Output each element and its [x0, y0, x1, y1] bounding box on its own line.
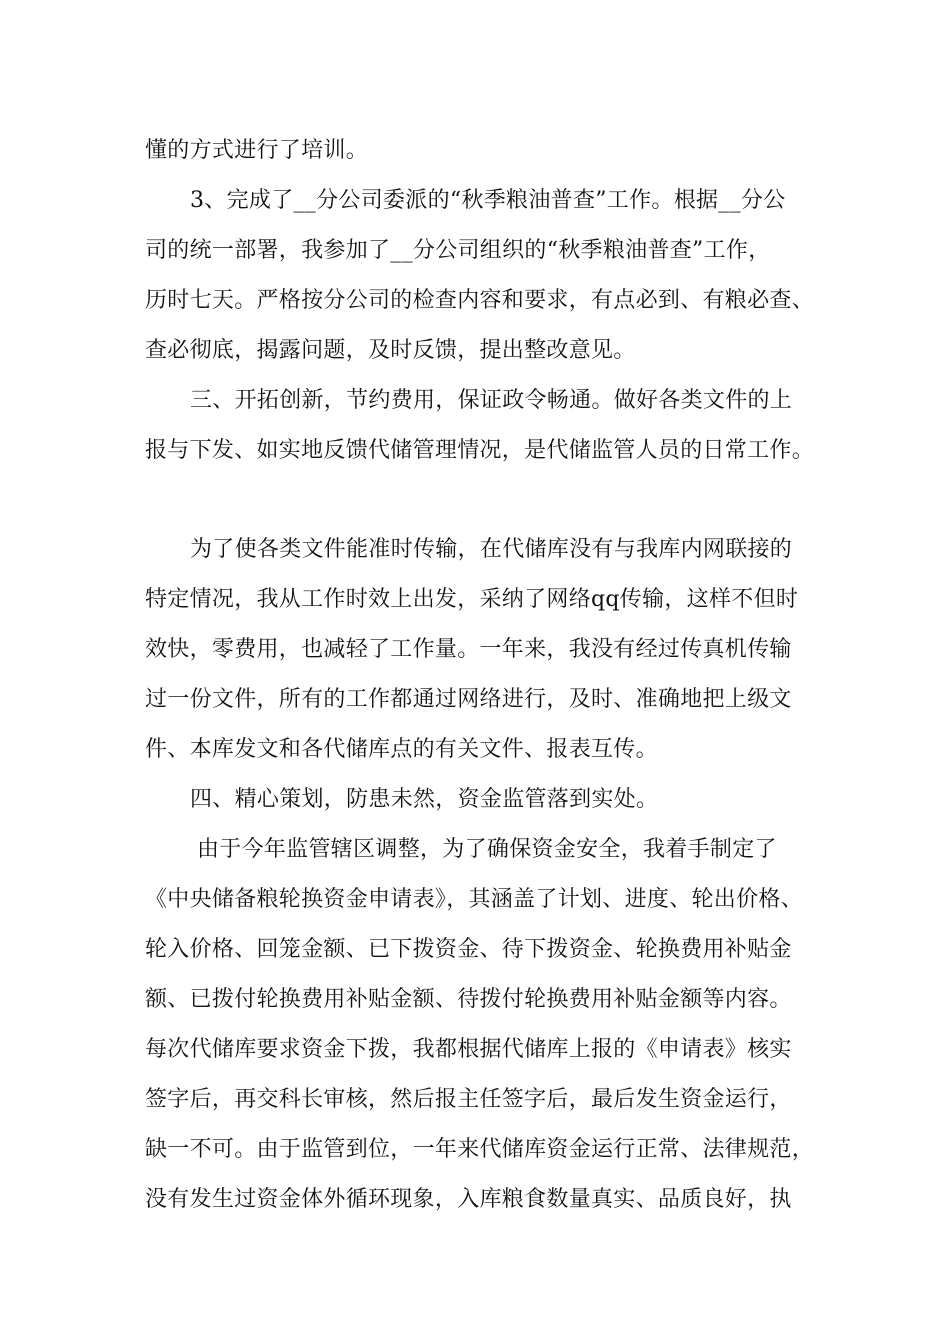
- paragraph-line: 件、本库发文和各代储库点的有关文件、报表互传。: [145, 737, 658, 762]
- paragraph-line: 没有发生过资金体外循环现象，入库粮食数量真实、品质良好，执: [145, 1187, 792, 1212]
- paragraph-line: 为了使各类文件能准时传输，在代储库没有与我库内网联接的: [190, 537, 793, 562]
- paragraph-line: 报与下发、如实地反馈代储管理情况，是代储监管人员的日常工作。: [145, 438, 815, 463]
- paragraph-line: 每次代储库要求资金下拨，我都根据代储库上报的《申请表》核实: [145, 1037, 792, 1062]
- paragraph-line: 四、精心策划，防患未然，资金监管落到实处。: [190, 787, 659, 812]
- paragraph-line: 历时七天。严格按分公司的检查内容和要求，有点必到、有粮必查、: [145, 288, 815, 313]
- paragraph-line: 缺一不可。由于监管到位，一年来代储库资金运行正常、法律规范，: [145, 1137, 815, 1162]
- paragraph-line: 效快，零费用，也减轻了工作量。一年来，我没有经过传真机传输: [145, 637, 792, 662]
- paragraph-line: 三、开拓创新，节约费用，保证政令畅通。做好各类文件的上: [190, 388, 793, 413]
- paragraph-line: 轮入价格、回笼金额、已下拨资金、待下拨资金、轮换费用补贴金: [145, 937, 792, 962]
- paragraph-line: 司的统一部署，我参加了__分公司组织的“秋季粮油普查”工作，: [145, 238, 771, 263]
- paragraph-line: 懂的方式进行了培训。: [145, 138, 369, 163]
- paragraph-line: 签字后，再交科长审核，然后报主任签字后，最后发生资金运行，: [145, 1087, 792, 1112]
- paragraph-line: 《中央储备粮轮换资金申请表》，其涵盖了计划、进度、轮出价格、: [145, 887, 804, 912]
- paragraph-line: 3、完成了__分公司委派的“秋季粮油普查”工作。根据__分公: [190, 188, 786, 213]
- paragraph-line: 查必彻底，揭露问题，及时反馈，提出整改意见。: [145, 338, 636, 363]
- paragraph-line: 特定情况，我从工作时效上出发，采纳了网络qq传输，这样不但时: [145, 587, 799, 612]
- paragraph-line: 过一份文件，所有的工作都通过网络进行，及时、准确地把上级文: [145, 687, 792, 712]
- paragraph-line: 额、已拨付轮换费用补贴金额、待拨付轮换费用补贴金额等内容。: [145, 987, 792, 1012]
- paragraph-line: 由于今年监管辖区调整，为了确保资金安全，我着手制定了: [197, 837, 777, 862]
